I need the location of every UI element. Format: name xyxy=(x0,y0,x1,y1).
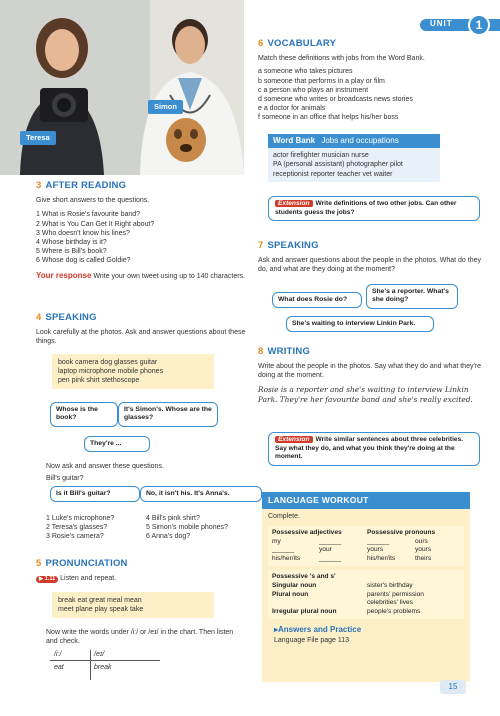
speech-bubble-whose-book: Whose is the book? xyxy=(50,402,118,427)
listen-line xyxy=(36,574,246,583)
sound-chart-example2: break xyxy=(94,664,112,671)
audio-track-icon[interactable]: ▶ 1.11 xyxy=(36,576,58,583)
table-row xyxy=(272,591,460,600)
listen-text: Listen and repeat. xyxy=(60,575,117,583)
audio-track-number: 1.11 xyxy=(44,576,56,583)
table-cell xyxy=(272,599,367,608)
section-4-questions-left xyxy=(46,514,114,541)
language-workout-complete: Complete. xyxy=(268,513,300,521)
table-cell: Plural noun xyxy=(272,590,309,598)
list-item: c a person who plays an instrument xyxy=(258,86,369,94)
speech-bubble-simons: It's Simon's. Whose are the glasses? xyxy=(118,402,218,427)
list-item: 6 Anna's dog? xyxy=(146,533,191,541)
page-number: 15 xyxy=(448,682,458,691)
table-row xyxy=(272,582,460,591)
your-response-text: Write your own tweet using up to 140 characters. xyxy=(93,273,245,280)
section-5 xyxy=(36,558,246,583)
poss-adj-heading: Possessive adjectives xyxy=(272,529,342,537)
word-bank-line: PA (personal assistant) photographer pilot xyxy=(273,161,403,169)
table-cell: celebrities' lives xyxy=(367,599,413,607)
section-5-title: PRONUNCIATION xyxy=(45,558,128,569)
poss-pro-heading: Possessive pronouns xyxy=(367,529,436,537)
section-6-list xyxy=(258,67,488,122)
answers-and-practice-ref: Language File page 113 xyxy=(274,636,349,644)
section-5-number: 5 xyxy=(36,558,42,569)
section-6 xyxy=(258,38,488,122)
section-3-heading xyxy=(36,180,246,192)
list-item: f someone in an office that helps his/her boss xyxy=(258,113,399,121)
list-item: 5 Simon's mobile phones? xyxy=(146,524,228,532)
section-6-heading xyxy=(258,38,488,50)
section-6-title: VOCABULARY xyxy=(267,38,337,49)
section-8-intro: Write about the people in the photos. Say what they do and what they're doing at the moment. xyxy=(258,363,482,380)
word-bank-body xyxy=(268,148,440,181)
section-4-heading xyxy=(36,312,246,324)
answers-and-practice-label: Answers and Practice xyxy=(278,625,362,635)
section-3-list xyxy=(36,210,246,265)
table-cell: his/her/its xyxy=(272,554,301,562)
possessive-s-table xyxy=(268,570,464,619)
speech-bubble-shes-a-reporter: She's a reporter. What's she doing? xyxy=(366,284,458,309)
unit-number-badge xyxy=(468,14,490,36)
possessives-table xyxy=(268,526,464,566)
photo xyxy=(0,0,244,175)
table-cell: ______ xyxy=(272,546,295,554)
word-line: meet plane play speak take xyxy=(58,606,144,614)
list-item: b someone that performs in a play or film xyxy=(258,77,385,85)
word-bank-line: receptionist reporter teacher vet waiter xyxy=(273,170,393,178)
unit-header xyxy=(420,14,500,36)
section-4-word-box xyxy=(52,354,214,389)
now-ask: Now ask and answer these questions. xyxy=(46,463,164,470)
table-cell: Irregular plural noun xyxy=(272,607,337,615)
table-cell: yours xyxy=(415,546,432,554)
list-item: e a doctor for animals xyxy=(258,104,326,112)
word-bank-subtitle: Jobs and occupations xyxy=(321,136,399,145)
extension-text: Write similar sentences about three celebrities. Say what they do, and what you think they're doing at the moment. xyxy=(275,436,464,461)
word-bank-line: actor firefighter musician nurse xyxy=(273,152,369,160)
table-cell: your xyxy=(319,546,332,554)
sound-chart-divider-h xyxy=(50,660,160,661)
table-cell: people's problems xyxy=(367,607,421,615)
table-row xyxy=(272,608,460,617)
speech-bubble-is-it-bills-guitar: Is it Bill's guitar? xyxy=(50,486,140,502)
speech-bubble-no-annas: No, it isn't his. It's Anna's. xyxy=(140,486,262,502)
word-bank xyxy=(268,134,440,182)
name-tag-simon-label: Simon xyxy=(154,102,177,111)
list-item: 4 Whose birthday is it? xyxy=(36,238,107,246)
list-item: 2 What is You Can Get It Right about? xyxy=(36,220,155,228)
table-cell: ______ xyxy=(367,537,390,545)
word-line: pen pink shirt stethoscope xyxy=(58,377,140,385)
table-cell: sister's birthday xyxy=(367,581,413,589)
language-workout-title: LANGUAGE WORKOUT xyxy=(268,495,369,505)
table-cell: ______ xyxy=(319,537,342,545)
answers-and-practice[interactable] xyxy=(274,625,458,644)
table-cell: Singular noun xyxy=(272,581,317,589)
answers-and-practice-title: ▸Answers and Practice xyxy=(274,625,362,635)
section-6-number: 6 xyxy=(258,38,264,49)
list-item: 2 Teresa's glasses? xyxy=(46,524,108,532)
section-4-intro: Look carefully at the photos. Ask and answer questions about these things. xyxy=(36,329,246,346)
section-8-number: 8 xyxy=(258,346,264,357)
table-cell: his/her/its xyxy=(367,554,396,562)
handwriting-example: Rosie is a reporter and she's waiting to interview Linkin Park. They're her favourite band and she's really excited. xyxy=(258,384,473,404)
list-item: 4 Bill's pink shirt? xyxy=(146,515,200,522)
speech-bubble-waiting: She's waiting to interview Linkin Park. xyxy=(286,316,434,332)
table-cell: yours xyxy=(367,546,384,554)
your-response xyxy=(36,271,246,281)
page-number-badge xyxy=(440,680,466,694)
possessive-s-heading: Possessive 's and s' xyxy=(272,573,336,581)
extension-box-6 xyxy=(268,196,480,221)
word-bank-header xyxy=(268,134,440,148)
sound-chart xyxy=(50,650,160,680)
extension-text: Write definitions of two other jobs. Can other students guess the jobs? xyxy=(275,200,457,216)
table-row xyxy=(272,599,460,608)
language-workout-header xyxy=(262,492,470,509)
list-item: a someone who takes pictures xyxy=(258,68,353,76)
section-8-title: WRITING xyxy=(267,346,311,357)
word-bank-title: Word Bank xyxy=(273,136,316,145)
list-item: 6 Whose dog is called Goldie? xyxy=(36,256,131,264)
table-cell: parents' permission xyxy=(367,590,424,598)
section-3 xyxy=(36,180,246,281)
table-cell: my xyxy=(272,537,281,545)
name-tag-teresa xyxy=(20,131,56,145)
table-row xyxy=(272,546,460,555)
unit-number: 1 xyxy=(475,18,483,32)
sound-chart-col2: /eɪ/ xyxy=(94,651,105,658)
section-3-title: AFTER READING xyxy=(45,180,127,191)
photo-illustration xyxy=(0,0,244,175)
now-write: Now write the words under /iː/ or /eɪ/ in the chart. Then listen and check. xyxy=(46,629,234,646)
sound-chart-divider-v xyxy=(90,650,91,680)
section-4-title: SPEAKING xyxy=(45,312,97,323)
list-item: 1 Luke's microphone? xyxy=(46,515,115,522)
unit-label: UNIT xyxy=(430,19,453,28)
section-3-intro: Give short answers to the questions. xyxy=(36,197,150,205)
table-cell: ______ xyxy=(319,554,342,562)
table-row xyxy=(272,538,460,547)
word-line: book camera dog glasses guitar xyxy=(58,359,158,366)
speech-bubble-theyre: They're ... xyxy=(84,436,150,452)
section-7-number: 7 xyxy=(258,240,264,251)
list-item: 1 What is Rosie's favourite band? xyxy=(36,211,141,219)
name-tag-teresa-label: Teresa xyxy=(26,133,50,142)
section-6-intro: Match these definitions with jobs from the Word Bank. xyxy=(258,55,425,63)
section-4-questions-right xyxy=(146,514,228,541)
list-item: 3 Who doesn't know his lines? xyxy=(36,229,130,237)
speech-bubble-what-does-rosie-do: What does Rosie do? xyxy=(272,292,362,308)
your-response-label: Your response xyxy=(36,271,92,280)
table-row xyxy=(272,555,460,564)
table-cell: theirs xyxy=(415,554,432,562)
extension-label: Extension xyxy=(275,436,313,443)
name-tag-simon xyxy=(148,100,183,114)
word-line: laptop microphone mobile phones xyxy=(58,368,164,376)
list-item: 3 Rosie's camera? xyxy=(46,533,104,541)
extension-label: Extension xyxy=(275,200,313,207)
section-4-number: 4 xyxy=(36,312,42,323)
list-item: d someone who writes or broadcasts news stories xyxy=(258,95,413,103)
section-3-number: 3 xyxy=(36,180,42,191)
sound-chart-example1: eat xyxy=(54,664,64,671)
possessives-header xyxy=(272,529,460,538)
language-workout xyxy=(262,492,470,682)
section-7-intro: Ask and answer questions about the people in the photos. What do they do, and what are they doing at the moment? xyxy=(258,257,481,274)
section-4 xyxy=(36,312,246,347)
section-7-heading xyxy=(258,240,488,252)
section-7-title: SPEAKING xyxy=(267,240,319,251)
section-5-word-box xyxy=(52,592,214,618)
section-8-heading xyxy=(258,346,488,358)
word-line: break eat great meal mean xyxy=(58,597,142,604)
table-cell: ours xyxy=(415,537,428,545)
example-question: Bill's guitar? xyxy=(46,475,84,482)
section-5-heading xyxy=(36,558,246,570)
sound-chart-col1: /iː/ xyxy=(54,651,62,658)
section-8 xyxy=(258,346,488,405)
list-item: 5 Where is Bill's book? xyxy=(36,247,107,255)
section-7 xyxy=(258,240,488,275)
extension-box-8 xyxy=(268,432,480,466)
